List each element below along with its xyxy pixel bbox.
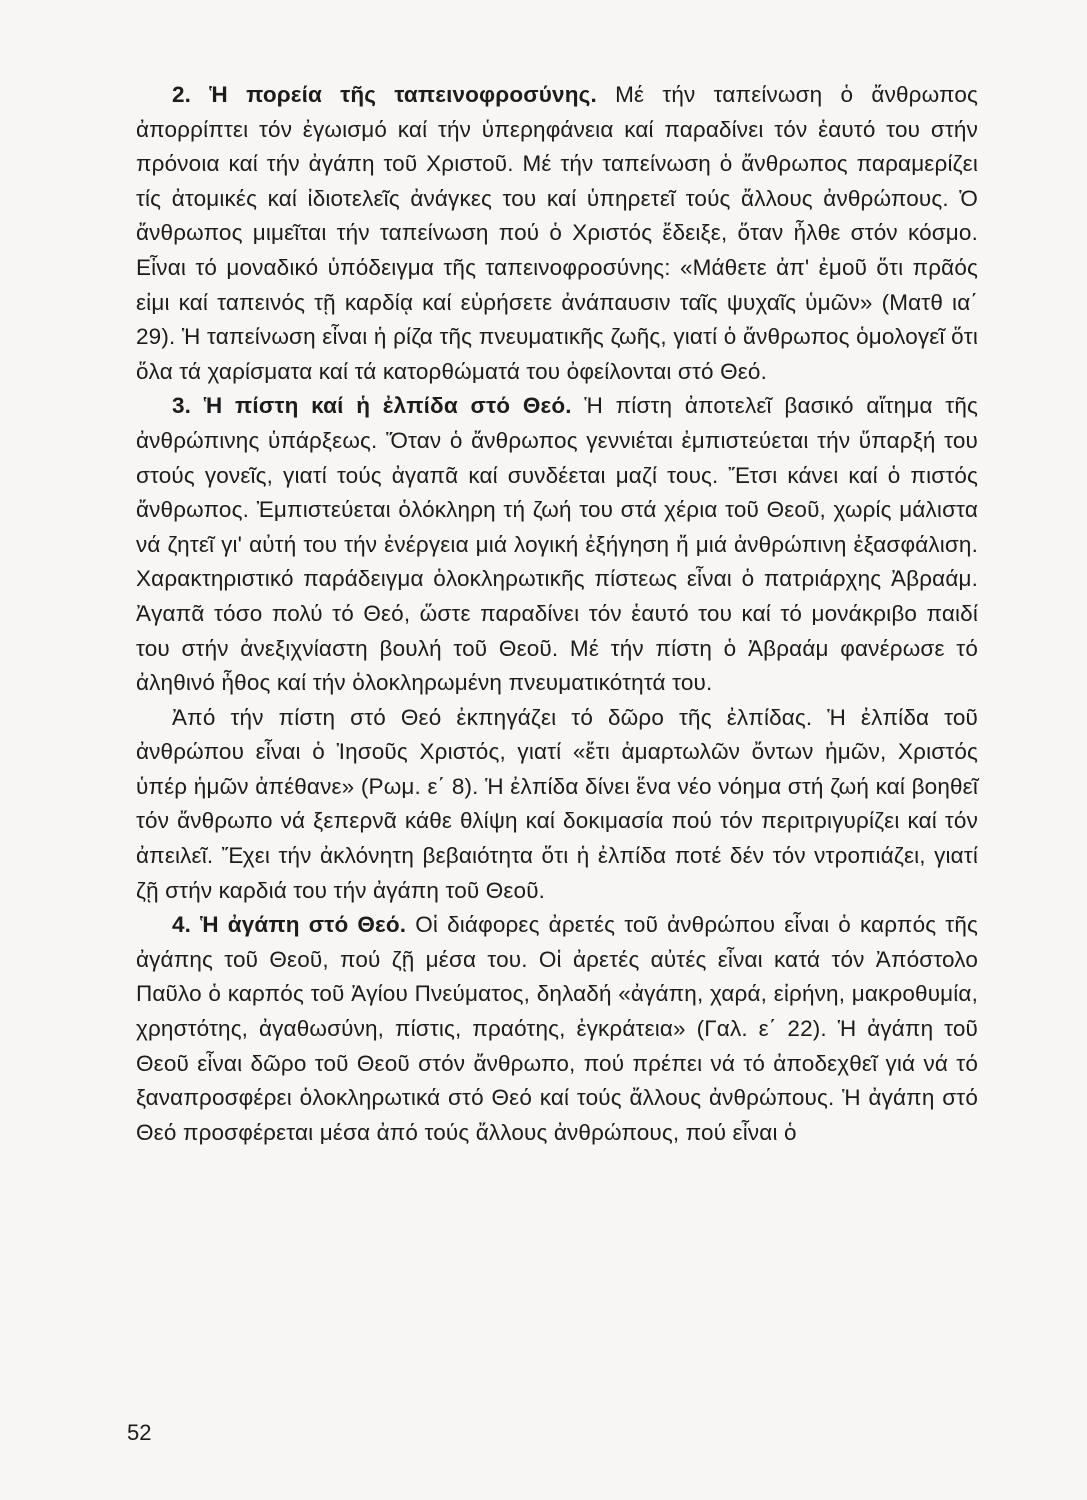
paragraph-faith-hope	[136, 389, 978, 700]
section-heading-humility: 2. Ἡ πορεία τῆς ταπεινοφροσύνης.	[172, 82, 597, 107]
page-body	[136, 78, 978, 1150]
section-text-faith-hope: Ἡ πίστη ἀποτελεῖ βασικό αἴτημα τῆς ἀνθρώπινης ὑπάρξεως. Ὅταν ὁ ἄνθρωπος γεννιέται ἐμπιστεύεται τήν ὕπαρξή του στούς γονεῖς, γιατί τούς ἀγαπᾶ καί συνδέεται μαζί τους. Ἔτσι κάνει καί ὁ πιστός ἄνθρωπος. Ἐμπιστεύεται ὁλόκληρη τή ζωή του στά χέρια τοῦ Θεοῦ, χωρίς μάλιστα νά ζητεῖ γι' αὐτή του τήν ἐνέργεια μιά λογική ἐξήγηση ἤ μιά ἀνθρώπινη ἐξασφάλιση. Χαρακτηριστικό παράδειγμα ὁλοκληρωτικῆς πίστεως εἶναι ὁ πατριάρχης Ἀβραάμ. Ἀγαπᾶ τόσο πολύ τό Θεό, ὥστε παραδίνει τόν ἑαυτό του καί τό μονάκριβο παιδί του στήν ἀνεξιχνίαστη βουλή τοῦ Θεοῦ. Μέ τήν πίστη ὁ Ἀβραάμ φανέρωσε τό ἀληθινό ἦθος καί τήν ὁλοκληρωμένη πνευματικότητά του.	[136, 393, 978, 696]
section-text-hope: Ἀπό τήν πίστη στό Θεό ἐκπηγάζει τό δῶρο τῆς ἐλπίδας. Ἡ ἐλπίδα τοῦ ἀνθρώπου εἶναι ὁ Ἰησοῦς Χριστός, γιατί «ἔτι ἁμαρτωλῶν ὄντων ἡμῶν, Χριστός ὑπέρ ἡμῶν ἀπέθανε» (Ρωμ. ε΄ 8). Ἡ ἐλπίδα δίνει ἕνα νέο νόημα στή ζωή καί βοηθεῖ τόν ἄνθρωπο νά ξεπερνᾶ κάθε θλίψη καί δοκιμασία πού τόν περιτριγυρίζει καί τόν ἀπειλεῖ. Ἔχει τήν ἀκλόνητη βεβαιότητα ὅτι ἡ ἐλπίδα ποτέ δέν τόν ντροπιάζει, γιατί ζῇ στήν καρδιά του τήν ἀγάπη τοῦ Θεοῦ.	[136, 704, 978, 903]
section-heading-love: 4. Ἡ ἀγάπη στό Θεό.	[172, 912, 407, 938]
section-text-humility: Μέ τήν ταπείνωση ὁ ἄνθρωπος ἀπορρίπτει τόν ἐγωισμό καί τήν ὑπερηφάνεια καί παραδίνει τόν ἑαυτό του στήν πρόνοια καί τήν ἀγάπη τοῦ Χριστοῦ. Μέ τήν ταπείνωση ὁ ἄνθρωπος παραμερίζει τίς ἀτομικές καί ἰδιοτελεῖς ἀνάγκες του καί ὑπηρετεῖ τούς ἄλλους ἀνθρώπους. Ὁ ἄνθρωπος μιμεῖται τήν ταπείνωση πού ὁ Χριστός ἔδειξε, ὅταν ἦλθε στόν κόσμο. Εἶναι τό μοναδικό ὑπόδειγμα τῆς ταπεινοφροσύνης: «Μάθετε ἀπ' ἐμοῦ ὅτι πρᾶός εἰμι καί ταπεινός τῇ καρδίᾳ καί εὑρήσετε ἀνάπαυσιν ταῖς ψυχαῖς ὑμῶν» (Ματθ ια΄ 29). Ἡ ταπείνωση εἶναι ἡ ρίζα τῆς πνευματικῆς ζωῆς, γιατί ὁ ἄνθρωπος ὁμολογεῖ ὅτι ὅλα τά χαρίσματα καί τά κατορθώματά του ὀφείλονται στό Θεό.	[136, 82, 978, 384]
paragraph-love	[136, 908, 978, 1150]
paragraph-humility	[136, 78, 978, 389]
section-heading-faith-hope: 3. Ἡ πίστη καί ἡ ἐλπίδα στό Θεό.	[172, 393, 572, 419]
page-number: 52	[127, 1420, 152, 1445]
section-text-love: Οἱ διάφορες ἀρετές τοῦ ἀνθρώπου εἶναι ὁ καρπός τῆς ἀγάπης τοῦ Θεοῦ, πού ζῇ μέσα του. Οἱ ἀρετές αὐτές εἶναι κατά τόν Ἀπόστολο Παῦλο ὁ καρπός τοῦ Ἁγίου Πνεύματος, δηλαδή «ἀγάπη, χαρά, εἰρήνη, μακροθυμία, χρηστότης, ἀγαθωσύνη, πίστις, πραότης, ἐγκράτεια» (Γαλ. ε΄ 22). Ἡ ἀγάπη τοῦ Θεοῦ εἶναι δῶρο τοῦ Θεοῦ στόν ἄνθρωπο, πού πρέπει νά τό ἀποδεχθεῖ γιά νά τό ξαναπροσφέρει ὁλοκληρωτικά στό Θεό καί τούς ἄλλους ἀνθρώπους. Ἡ ἀγάπη στό Θεό προσφέρεται μέσα ἀπό τούς ἄλλους ἀνθρώπους, πού εἶναι ὁ	[136, 912, 978, 1145]
paragraph-hope	[136, 701, 978, 909]
